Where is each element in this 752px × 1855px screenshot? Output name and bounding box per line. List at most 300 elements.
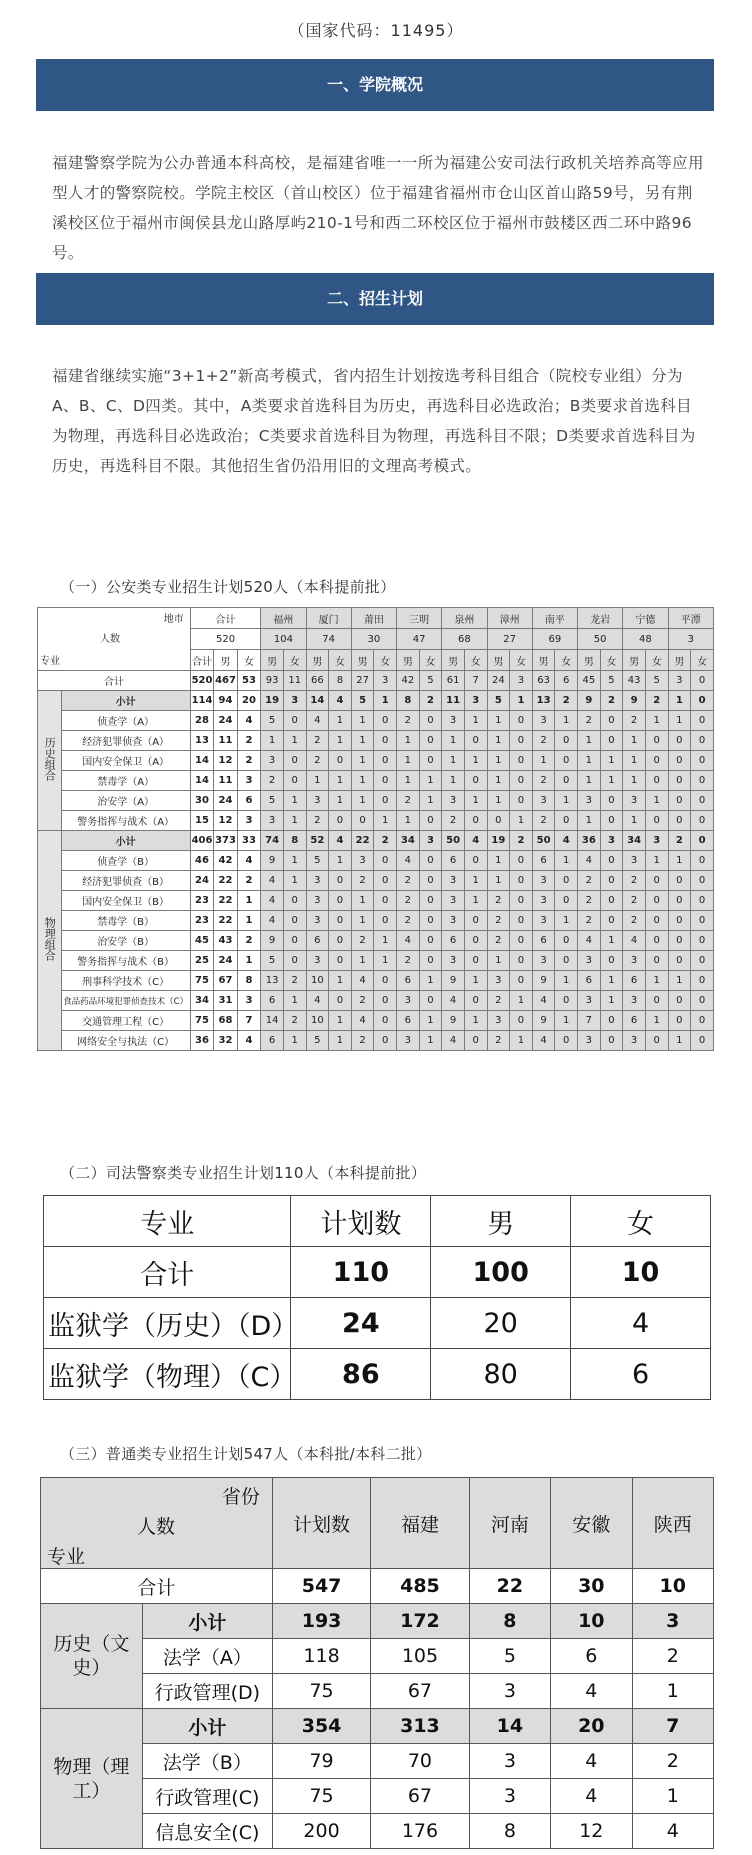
data-cell: 1: [419, 1011, 442, 1031]
table-row: [41, 1814, 714, 1849]
data-cell: 114: [190, 691, 214, 711]
data-cell: 3: [442, 791, 465, 811]
data-cell: 0: [555, 1031, 578, 1051]
data-cell: 2: [487, 1031, 510, 1051]
grand-total-cell: 42: [397, 671, 420, 691]
major-label: 经济犯罪侦查（B）: [61, 871, 190, 891]
data-cell: 1: [645, 851, 668, 871]
data-cell: 9: [532, 971, 555, 991]
data-cell: 34: [397, 831, 420, 851]
data-cell: 0: [464, 931, 487, 951]
data-cell: 0: [374, 891, 397, 911]
data-cell: 13: [190, 731, 214, 751]
data-cell: 0: [691, 1031, 714, 1051]
data-cell: 0: [374, 1031, 397, 1051]
data-cell: 406: [190, 831, 214, 851]
section-title-plan: 二、招生计划: [36, 273, 714, 325]
data-cell: 9: [442, 1011, 465, 1031]
group-name: 历史组合: [43, 736, 57, 781]
data-cell: 0: [600, 1011, 623, 1031]
data-cell: 1: [351, 911, 374, 931]
data-cell: 19: [487, 831, 510, 851]
data-cell: 2: [351, 1031, 374, 1051]
data-cell: 0: [283, 771, 306, 791]
major-label: 刑事科学技术（C）: [61, 971, 190, 991]
data-cell: 3: [261, 751, 284, 771]
corner-count-label: 人数: [100, 634, 120, 645]
data-cell: 0: [374, 1011, 397, 1031]
gender-header: 男: [306, 650, 329, 671]
plan-cell: 86: [291, 1349, 431, 1400]
data-cell: 1: [464, 791, 487, 811]
data-cell: 6: [578, 971, 601, 991]
data-cell: 3: [306, 791, 329, 811]
data-cell: 0: [464, 951, 487, 971]
data-cell: 14: [306, 691, 329, 711]
data-cell: 0: [419, 751, 442, 771]
data-cell: 3: [623, 1031, 646, 1051]
data-cell: 9: [442, 971, 465, 991]
data-cell: 0: [419, 931, 442, 951]
grand-total-cell: 27: [351, 671, 374, 691]
data-cell: 4: [306, 991, 329, 1011]
data-cell: 1: [600, 931, 623, 951]
data-cell: 2: [487, 991, 510, 1011]
data-cell: 3: [464, 691, 487, 711]
data-cell: 1: [578, 811, 601, 831]
data-cell: 193: [272, 1604, 370, 1639]
grand-total-cell: 53: [237, 671, 261, 691]
data-cell: 3: [419, 831, 442, 851]
data-cell: 0: [419, 851, 442, 871]
grand-total-cell: 63: [532, 671, 555, 691]
data-cell: 4: [578, 931, 601, 951]
data-cell: 1: [668, 691, 691, 711]
column-header: 女: [571, 1196, 711, 1247]
data-cell: 0: [645, 811, 668, 831]
table3-caption: （三）普通类专业招生计划547人（本科批/本科二批）: [60, 1445, 432, 1463]
data-cell: 67: [371, 1779, 469, 1814]
data-cell: 2: [306, 731, 329, 751]
data-cell: 3: [623, 991, 646, 1011]
data-cell: 0: [600, 871, 623, 891]
data-cell: 0: [419, 951, 442, 971]
corner-cell: [38, 608, 191, 671]
data-cell: 3: [351, 851, 374, 871]
data-cell: 0: [510, 851, 533, 871]
data-cell: 0: [374, 711, 397, 731]
data-cell: 6: [532, 851, 555, 871]
data-cell: 22: [214, 871, 238, 891]
data-cell: 0: [668, 931, 691, 951]
data-cell: 2: [419, 691, 442, 711]
data-cell: 36: [578, 831, 601, 851]
grand-total-cell: 8: [329, 671, 352, 691]
major-label: 国内安全保卫（B）: [61, 891, 190, 911]
data-cell: 45: [190, 931, 214, 951]
data-cell: 1: [668, 851, 691, 871]
data-cell: 0: [419, 911, 442, 931]
table-row: [41, 1779, 714, 1814]
data-cell: 10: [306, 1011, 329, 1031]
data-cell: 0: [691, 831, 714, 851]
grand-total-cell: 45: [578, 671, 601, 691]
data-cell: 373: [214, 831, 238, 851]
data-cell: 0: [668, 911, 691, 931]
subtotal-label: 小计: [61, 831, 190, 851]
data-cell: 0: [691, 751, 714, 771]
data-cell: 3: [532, 951, 555, 971]
group-label: [38, 691, 62, 831]
data-cell: 1: [419, 971, 442, 991]
data-cell: 0: [691, 871, 714, 891]
police-plan-table: [37, 607, 714, 1051]
data-cell: 8: [469, 1814, 550, 1849]
group-label: [38, 831, 62, 1051]
corner-major-label: 专业: [40, 656, 60, 667]
data-cell: 12: [214, 751, 238, 771]
data-cell: 4: [551, 1674, 632, 1709]
data-cell: 0: [374, 771, 397, 791]
data-cell: 7: [578, 1011, 601, 1031]
data-cell: 0: [283, 911, 306, 931]
city-total: 74: [306, 629, 351, 650]
data-cell: 1: [668, 711, 691, 731]
data-cell: 1: [351, 731, 374, 751]
major-label: 治安学（B）: [61, 931, 190, 951]
data-cell: 3: [469, 1674, 550, 1709]
subtotal-row: [41, 1709, 714, 1744]
total-row: [41, 1569, 714, 1604]
data-cell: 2: [532, 731, 555, 751]
data-cell: 0: [329, 911, 352, 931]
table-row: [41, 1744, 714, 1779]
data-cell: 313: [371, 1709, 469, 1744]
grand-total-cell: 93: [261, 671, 284, 691]
grand-total-cell: 467: [214, 671, 238, 691]
data-cell: 0: [283, 931, 306, 951]
data-cell: 8: [237, 971, 261, 991]
data-cell: 0: [555, 811, 578, 831]
data-cell: 1: [487, 951, 510, 971]
city-total: 68: [442, 629, 487, 650]
major-label: 禁毒学（B）: [61, 911, 190, 931]
data-cell: 13: [532, 691, 555, 711]
data-cell: 0: [668, 791, 691, 811]
data-cell: 2: [487, 891, 510, 911]
data-cell: 0: [374, 731, 397, 751]
data-cell: 2: [397, 911, 420, 931]
data-cell: 0: [283, 891, 306, 911]
male-cell: 80: [431, 1349, 571, 1400]
gender-header: 女: [510, 650, 533, 671]
major-label: 监狱学（物理）（C）: [44, 1349, 291, 1400]
data-cell: 4: [351, 971, 374, 991]
data-cell: 9: [623, 691, 646, 711]
data-cell: 3: [578, 951, 601, 971]
data-cell: 0: [600, 951, 623, 971]
data-cell: 4: [329, 691, 352, 711]
major-label: 侦查学（A）: [61, 711, 190, 731]
major-label: 行政管理(D): [142, 1674, 272, 1709]
data-cell: 3: [469, 1744, 550, 1779]
data-cell: 4: [237, 1031, 261, 1051]
table1-caption: （一）公安类专业招生计划520人（本科提前批）: [60, 578, 396, 596]
data-cell: 0: [645, 731, 668, 751]
data-cell: 1: [464, 971, 487, 991]
data-cell: 1: [397, 771, 420, 791]
data-cell: 0: [510, 931, 533, 951]
data-cell: 1: [464, 1011, 487, 1031]
data-cell: 14: [469, 1709, 550, 1744]
data-cell: 0: [691, 971, 714, 991]
data-cell: 1: [237, 891, 261, 911]
data-cell: 3: [578, 791, 601, 811]
data-cell: 3: [578, 991, 601, 1011]
data-cell: 2: [623, 871, 646, 891]
data-cell: 1: [668, 971, 691, 991]
data-cell: 74: [261, 831, 284, 851]
data-cell: 1: [374, 691, 397, 711]
grand-total-cell: 5: [600, 671, 623, 691]
judicial-plan-table: [43, 1195, 711, 1400]
data-cell: 0: [668, 731, 691, 751]
major-label: 网络安全与执法（C）: [61, 1031, 190, 1051]
data-cell: 0: [329, 951, 352, 971]
data-cell: 10: [306, 971, 329, 991]
data-cell: 0: [645, 911, 668, 931]
data-cell: 3: [397, 1031, 420, 1051]
data-cell: 6: [442, 851, 465, 871]
data-cell: 4: [532, 991, 555, 1011]
data-cell: 2: [532, 811, 555, 831]
data-cell: 75: [190, 1011, 214, 1031]
data-cell: 3: [532, 871, 555, 891]
data-cell: 0: [464, 851, 487, 871]
data-cell: 1: [555, 971, 578, 991]
data-cell: 0: [374, 991, 397, 1011]
data-cell: 52: [306, 831, 329, 851]
data-cell: 2: [578, 711, 601, 731]
data-cell: 4: [237, 711, 261, 731]
city-total: 3: [668, 629, 713, 650]
data-cell: 3: [306, 911, 329, 931]
city-header: 宁德: [623, 608, 668, 629]
data-cell: 0: [555, 931, 578, 951]
data-cell: 105: [371, 1639, 469, 1674]
gender-header: 女: [645, 650, 668, 671]
data-cell: 0: [691, 691, 714, 711]
city-total: 27: [487, 629, 532, 650]
data-cell: 8: [469, 1604, 550, 1639]
data-cell: 0: [600, 791, 623, 811]
data-cell: 24: [214, 711, 238, 731]
data-cell: 2: [374, 831, 397, 851]
data-cell: 0: [691, 911, 714, 931]
data-cell: 2: [237, 931, 261, 951]
data-cell: 0: [600, 731, 623, 751]
data-cell: 4: [532, 1031, 555, 1051]
data-cell: 1: [464, 751, 487, 771]
data-cell: 1: [510, 991, 533, 1011]
data-cell: 0: [374, 971, 397, 991]
data-cell: 0: [600, 1031, 623, 1051]
national-code: （国家代码：11495）: [288, 21, 464, 40]
major-label: 食品药品环境犯罪侦查技术（C）: [61, 991, 190, 1011]
data-cell: 30: [190, 791, 214, 811]
table-row: [38, 991, 714, 1011]
data-cell: 0: [419, 811, 442, 831]
data-cell: 0: [555, 871, 578, 891]
data-cell: 2: [237, 871, 261, 891]
data-cell: 20: [237, 691, 261, 711]
table-row: [41, 1639, 714, 1674]
data-cell: 4: [397, 851, 420, 871]
data-cell: 0: [691, 891, 714, 911]
data-cell: 0: [691, 811, 714, 831]
data-cell: 2: [623, 711, 646, 731]
data-cell: 0: [510, 971, 533, 991]
data-cell: 6: [532, 931, 555, 951]
data-cell: 2: [645, 691, 668, 711]
data-cell: 0: [329, 891, 352, 911]
general-plan-table: [40, 1477, 714, 1849]
data-cell: 2: [397, 871, 420, 891]
data-cell: 1: [623, 771, 646, 791]
city-header: 厦门: [306, 608, 351, 629]
major-label: 行政管理(C): [142, 1779, 272, 1814]
data-cell: 0: [464, 1031, 487, 1051]
data-cell: 5: [351, 691, 374, 711]
data-cell: 79: [272, 1744, 370, 1779]
grand-total-cell: 3: [374, 671, 397, 691]
data-cell: 6: [551, 1639, 632, 1674]
data-cell: 1: [351, 791, 374, 811]
data-cell: 0: [691, 791, 714, 811]
data-cell: 7: [237, 1011, 261, 1031]
data-cell: 0: [510, 871, 533, 891]
data-cell: 1: [442, 731, 465, 751]
data-cell: 172: [371, 1604, 469, 1639]
male-cell: 20: [431, 1298, 571, 1349]
data-cell: 1: [600, 991, 623, 1011]
data-cell: 1: [419, 791, 442, 811]
gender-header: 女: [464, 650, 487, 671]
data-cell: 12: [551, 1814, 632, 1849]
data-cell: 3: [487, 971, 510, 991]
data-cell: 0: [329, 991, 352, 1011]
data-cell: 0: [691, 991, 714, 1011]
data-cell: 3: [442, 711, 465, 731]
data-cell: 1: [283, 1031, 306, 1051]
data-cell: 14: [261, 1011, 284, 1031]
major-label: 经济犯罪侦查（A）: [61, 731, 190, 751]
data-cell: 5: [306, 1031, 329, 1051]
total-cell: 10: [632, 1569, 713, 1604]
data-cell: 43: [214, 931, 238, 951]
data-cell: 0: [645, 771, 668, 791]
plan-paragraph: 福建省继续实施“3+1+2”新高考模式，省内招生计划按选考科目组合（院校专业组）分为A、B、C、D四类。其中，A类要求首选科目为历史，再选科目必选政治；B类要求首选科目为物理，再选科目必选政治；C类要求首选科目为物理，再选科目不限；D类要求首选科目为历史，再选科目不限。其他招生省仍沿用旧的文理高考模式。: [52, 367, 696, 475]
data-cell: 3: [397, 991, 420, 1011]
data-cell: 1: [464, 711, 487, 731]
data-cell: 4: [632, 1814, 713, 1849]
data-cell: 0: [374, 871, 397, 891]
data-cell: 4: [555, 831, 578, 851]
data-cell: 6: [623, 1011, 646, 1031]
gender-header: 女: [691, 650, 714, 671]
data-cell: 15: [190, 811, 214, 831]
data-cell: 2: [397, 891, 420, 911]
gender-header: 女: [237, 650, 261, 671]
gender-header: 男: [487, 650, 510, 671]
data-cell: 4: [351, 1011, 374, 1031]
gender-header: 合计: [190, 650, 214, 671]
data-cell: 1: [487, 791, 510, 811]
table-row: [44, 1298, 711, 1349]
grand-total-cell: 3: [510, 671, 533, 691]
table-row: [38, 891, 714, 911]
data-cell: 1: [283, 871, 306, 891]
data-cell: 0: [419, 991, 442, 1011]
data-cell: 0: [645, 871, 668, 891]
data-cell: 4: [442, 991, 465, 1011]
data-cell: 6: [397, 1011, 420, 1031]
data-cell: 0: [374, 911, 397, 931]
data-cell: 1: [329, 1011, 352, 1031]
table-row: [38, 1011, 714, 1031]
data-cell: 0: [464, 811, 487, 831]
gender-header: 女: [419, 650, 442, 671]
table-row: [38, 951, 714, 971]
header-row: [41, 1478, 714, 1569]
data-cell: 0: [329, 871, 352, 891]
data-cell: 2: [442, 811, 465, 831]
data-cell: 1: [487, 851, 510, 871]
data-cell: 0: [464, 991, 487, 1011]
grand-total-cell: 43: [623, 671, 646, 691]
data-cell: 3: [532, 791, 555, 811]
data-cell: 0: [691, 851, 714, 871]
data-cell: 0: [668, 1011, 691, 1031]
corner-city-label: 地市: [163, 614, 184, 625]
data-cell: 0: [374, 851, 397, 871]
city-header: 漳州: [487, 608, 532, 629]
data-cell: 1: [283, 791, 306, 811]
data-cell: 0: [374, 751, 397, 771]
major-label: 禁毒学（A）: [61, 771, 190, 791]
data-cell: 2: [532, 771, 555, 791]
data-cell: 1: [283, 731, 306, 751]
column-header: 陕西: [632, 1478, 713, 1569]
data-cell: 1: [510, 1031, 533, 1051]
data-cell: 0: [645, 891, 668, 911]
gender-header: 男: [261, 650, 284, 671]
data-cell: 2: [306, 811, 329, 831]
data-cell: 0: [510, 891, 533, 911]
group-name: 物理组合: [43, 916, 57, 961]
major-label: 治安学（A）: [61, 791, 190, 811]
data-cell: 4: [397, 931, 420, 951]
data-cell: 4: [261, 891, 284, 911]
data-cell: 1: [555, 1011, 578, 1031]
data-cell: 5: [261, 711, 284, 731]
data-cell: 0: [510, 951, 533, 971]
data-cell: 2: [510, 831, 533, 851]
data-cell: 2: [283, 1011, 306, 1031]
data-cell: 1: [329, 971, 352, 991]
data-cell: 3: [306, 891, 329, 911]
data-cell: 4: [306, 711, 329, 731]
